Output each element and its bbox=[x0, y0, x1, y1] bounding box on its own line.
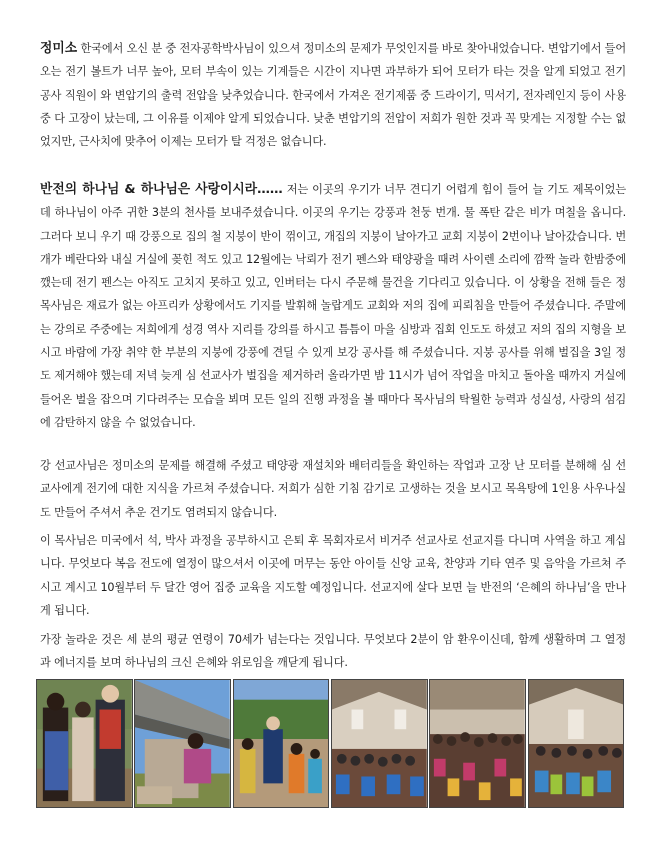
church-seated-photo bbox=[528, 679, 625, 808]
paragraph-closing bbox=[40, 628, 626, 675]
paragraph-pastor-lee bbox=[40, 529, 626, 622]
paragraph-text: 강 선교사님은 정미소의 문제를 해결해 주셨고 태양광 재설치와 배터리들을 확인하는 작업과 고장 난 모터를 분해해 심 선교사에게 전기에 대한 지식을 가르쳐 주셨습니다. 저희가 심한 기침 감기로 고생하는 것을 보시고 목욕탕에 1인용 사우나실도 만들어 주셔서 추운 건기도 염려되지 않습니다. bbox=[40, 459, 626, 519]
church-crowd-photo bbox=[429, 679, 526, 808]
photo-gallery bbox=[36, 679, 626, 808]
paragraph-lead: 반전의 하나님 & 하나님은 사랑이시라…… bbox=[40, 182, 283, 197]
paragraph-text: 가장 놀라운 것은 세 분의 평균 연령이 70세가 넘는다는 것입니다. 무엇보다 2분이 암 환우이신데, 함께 생활하며 그 열정과 에너지를 보며 하나님의 크신 은혜와 위로임을 깨닫게 됩니다. bbox=[40, 633, 626, 670]
paragraph-lead: 정미소 bbox=[40, 41, 78, 56]
paragraph-rice-mill bbox=[40, 37, 626, 153]
paragraph-missionary-kang bbox=[40, 454, 626, 524]
children-outdoor-photo bbox=[233, 679, 330, 808]
paragraph-text: 저는 이곳의 우기가 너무 견디기 어렵게 힘이 들어 늘 기도 제목이었는데 하나님이 아주 귀한 3분의 천사를 보내주셨습니다. 이곳의 우기는 강풍과 천둥 번개. 물 폭탄 같은 비가 며칠을 옵니다. 그러다 보니 우기 때 강풍으로 집의 철 지붕이 반이 꺾이고, 개집의 지붕이 날아가고 교회 지붕이 2번이나 날아갔습니다. 번개가 베란다와 내실 거실에 꽂힌 적도 있고 12월에는 낙뢰가 전기 펜스와 태양광을 때려 사이렌 소리에 깜짝 놀라 한밤중에 깼는데 전기 펜스는 아직도 고치지 못하고 있고, 인버터는 다시 주문해 물건을 기다리고 있습니다. 이 상황을 전해 들은 정 목사님은 재료가 없는 아프리카 상황에서도 기지를 발휘해 놀랍게도 교회와 저의 집에 피뢰침을 만들어 주셨습니다. 주말에는 강의로 주중에는 저희에게 성경 역사 지리를 강의를 하시고 틈틈이 마을 심방과 집회 인도도 하셨고 저의 집의 지형을 보시고 바람에 가장 취약 한 부분의 지붕에 강풍에 견딜 수 있게 보강 공사를 해 주셨습니다. 지붕 공사를 위해 벌집을 3일 정도 제거해야 했는데 저녁 늦게 심 선교사가 벌집을 제거하러 올라가면 밤 11시가 넘어 작업을 마치고 돌아올 때까지 거실에 들어온 벌을 잡으며 기다려주는 모습을 뵈며 모든 일의 진행 과정을 볼 때마다 목사님의 탁월한 능력과 성실성, 사랑의 섬김에 감탄하지 않을 수 없었습니다. bbox=[40, 183, 626, 429]
paragraph-text: 이 목사님은 미국에서 석, 박사 과정을 공부하시고 은퇴 후 목회자로서 비거주 선교사로 선교지를 다니며 사역을 하고 계십니다. 무엇보다 복음 전도에 열정이 많으셔서 이곳에 머무는 동안 아이들 신앙 교육, 찬양과 기타 연주 및 음악을 가르쳐 주시고 계시고 10월부터 두 달간 영어 집중 교육을 지도할 예정입니다. 선교지에 살다 보면 늘 반전의 ‘은혜의 하나님’을 만나게 됩니다. bbox=[40, 534, 626, 617]
paragraph-text: 한국에서 오신 분 중 전자공학박사님이 있으셔 정미소의 문제가 무엇인지를 바로 찾아내었습니다. 변압기에서 들어오는 전기 볼트가 너무 높아, 모터 부속이 있는 기계들은 시간이 지나면 과부하가 되어 모터가 타는 것을 알게 되었고 전기공사 직원이 와 변압기의 출력 전압을 낮추었습니다. 한국에서 가져온 전기제품 중 드라이기, 믹서기, 전자레인지 등이 사용 중 다 고장이 났는데, 그 이유를 이제야 알게 되었습니다. 낮춘 변압기의 전압이 저희가 원한 것과 꼭 맞게는 지정할 수는 없었지만, 근사치에 맞추어 이제는 모터가 탈 걱정은 없습니다. bbox=[40, 42, 626, 149]
church-interior-photo bbox=[331, 679, 428, 808]
roof-work-photo bbox=[134, 679, 231, 808]
outdoor-group-photo bbox=[36, 679, 133, 808]
paragraph-god-of-reversal bbox=[40, 178, 626, 434]
